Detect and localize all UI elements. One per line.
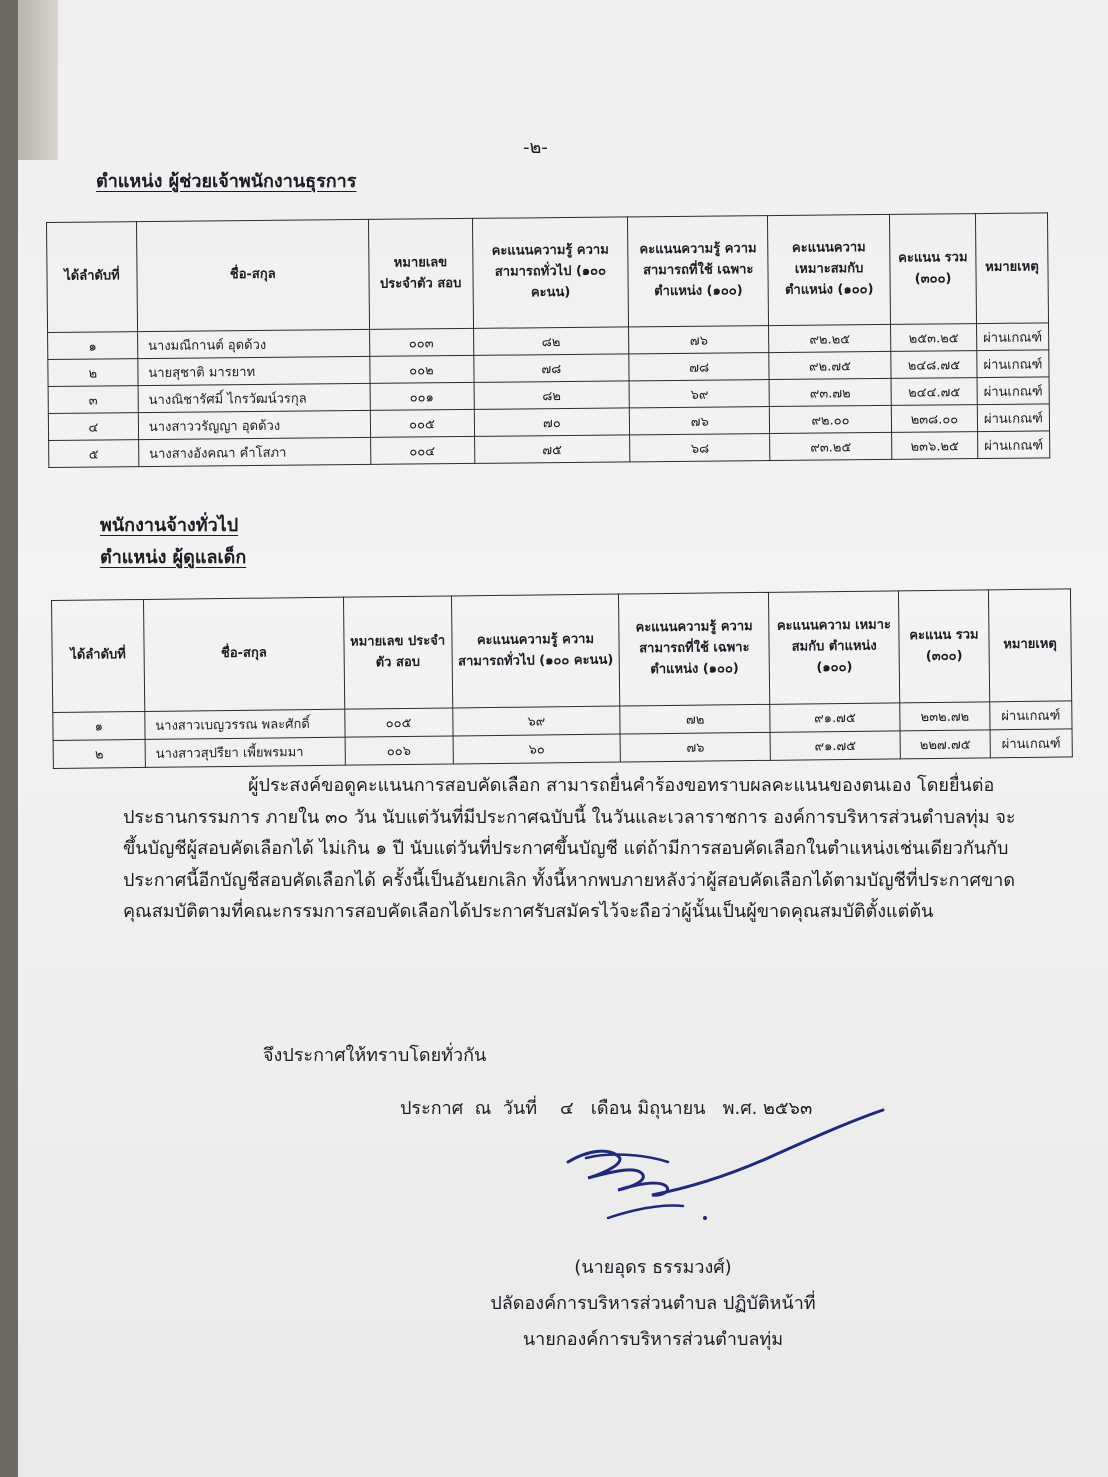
general-score-cell: ๗๐	[474, 408, 630, 436]
general-score-cell: ๗๕	[474, 435, 630, 463]
remark-cell: ผ่านเกณฑ์	[977, 377, 1049, 405]
total-score-cell: ๒๓๘.๐๐	[891, 405, 977, 433]
rank-cell: ๑	[53, 711, 145, 740]
suitability-score-cell: ๙๒.๐๐	[769, 405, 891, 433]
column-header: คะแนนความ เหมาะสมกับ ตำแหน่ง (๑๐๐)	[769, 591, 900, 704]
remark-cell: ผ่านเกณฑ์	[977, 323, 1049, 351]
column-header: หมายเหตุ	[988, 589, 1071, 702]
section1-heading: ตำแหน่ง ผู้ช่วยเจ้าพนักงานธุรการ	[96, 171, 357, 192]
suitability-score-cell: ๙๒.๒๕	[769, 324, 891, 352]
column-header: หมายเหตุ	[975, 213, 1048, 324]
signer-title-1: ปลัดองค์การบริหารส่วนตำบล ปฏิบัติหน้าที่	[490, 1293, 816, 1314]
rank-cell: ๓	[48, 386, 138, 414]
specific-score-cell: ๗๘	[629, 353, 769, 381]
exam-id-cell: ๐๐๓	[369, 328, 473, 356]
column-header: คะแนนความรู้ ความสามารถทั่วไป (๑๐๐ คะนน)	[472, 217, 629, 328]
name-cell: นางสาวสุปรียา เพี้ยพรมมา	[145, 737, 345, 767]
section2-heading: ตำแหน่ง ผู้ดูแลเด็ก	[100, 547, 247, 568]
exam-id-cell: ๐๐๕	[370, 409, 474, 437]
date-line: ประกาศ ณ วันที่ ๔ เดือน มิถุนายน พ.ศ. ๒๕๖๓	[400, 1098, 813, 1119]
suitability-score-cell: ๙๑.๗๕	[770, 703, 900, 732]
column-header: ชื่อ-สกุล	[136, 219, 369, 331]
total-score-cell: ๒๓๖.๒๕	[892, 432, 978, 460]
total-score-cell: ๒๔๘.๗๕	[891, 351, 977, 379]
general-score-cell: ๘๒	[474, 381, 630, 409]
signer-block	[473, 1250, 833, 1358]
rank-cell: ๒	[53, 739, 145, 768]
binder-edge	[18, 0, 58, 160]
specific-score-cell: ๗๖	[620, 732, 770, 762]
remark-cell: ผ่านเกณฑ์	[978, 431, 1050, 459]
name-cell: นางมณีกานต์ อุดด้วง	[137, 329, 369, 358]
signature-icon	[548, 1100, 888, 1230]
rank-cell: ๒	[48, 359, 138, 387]
suitability-score-cell: ๙๑.๗๕	[770, 731, 900, 760]
section2-group-heading: พนักงานจ้างทั่วไป	[100, 515, 239, 536]
specific-score-cell: ๖๘	[630, 434, 770, 462]
column-header: คะแนนความรู้ ความสามารถที่ใช้ เฉพาะตำแหน่ง (๑๐๐)	[619, 592, 770, 706]
exam-id-cell: ๐๐๒	[369, 355, 473, 383]
suitability-score-cell: ๙๓.๗๒	[769, 378, 891, 406]
column-header: คะแนนความรู้ ความสามารถที่ใช้ เฉพาะตำแหน่ง (๑๐๐)	[628, 216, 769, 327]
suitability-score-cell: ๙๒.๗๕	[769, 351, 891, 379]
column-header: ได้ลำดับที่	[47, 222, 138, 333]
scores-table-childcare	[51, 588, 1073, 769]
name-cell: นายสุชาติ มารยาท	[138, 356, 370, 385]
remark-cell: ผ่านเกณฑ์	[977, 350, 1049, 378]
column-header: หมายเลข ประจำตัว สอบ	[368, 218, 473, 329]
page-number: -๒-	[523, 137, 548, 158]
column-header: คะแนนความรู้ ความสามารถทั่วไป (๑๐๐ คะนน)	[451, 594, 620, 708]
general-score-cell: ๖๙	[452, 706, 620, 736]
general-score-cell: ๗๘	[473, 354, 629, 382]
exam-id-cell: ๐๐๖	[345, 736, 453, 765]
general-score-cell: ๖๐	[453, 734, 621, 764]
specific-score-cell: ๗๖	[629, 326, 769, 354]
specific-score-cell: ๗๖	[630, 407, 770, 435]
name-cell: นางสาวเบญวรรณ พละศักดิ์	[145, 709, 345, 739]
column-header: คะแนน รวม (๓๐๐)	[898, 590, 989, 703]
name-cell: นางสาววรัญญา อุดด้วง	[138, 410, 370, 439]
column-header: หมายเลข ประจำตัว สอบ	[343, 596, 452, 709]
signer-name: (นายอุดร ธรรมวงศ์)	[574, 1257, 732, 1278]
total-score-cell: ๒๒๗.๗๕	[900, 730, 990, 759]
remark-cell: ผ่านเกณฑ์	[990, 729, 1072, 758]
exam-id-cell: ๐๐๕	[344, 708, 452, 737]
name-cell: นางณิชารัศมิ์ ไกรวัฒน์วรกุล	[138, 383, 370, 412]
closing-line: จึงประกาศให้ทราบโดยทั่วกัน	[263, 1045, 487, 1066]
remark-cell: ผ่านเกณฑ์	[977, 404, 1049, 432]
announcement-paragraph	[123, 770, 1028, 928]
rank-cell: ๕	[49, 440, 139, 468]
exam-id-cell: ๐๐๑	[370, 382, 474, 410]
column-header: คะแนน รวม (๓๐๐)	[889, 214, 976, 325]
total-score-cell: ๒๔๔.๗๕	[891, 378, 977, 406]
column-header: คะแนนความ เหมาะสมกับ ตำแหน่ง (๑๐๐)	[768, 214, 891, 325]
column-header: ชื่อ-สกุล	[143, 597, 344, 711]
scores-table-clerk	[46, 212, 1050, 468]
total-score-cell: ๒๓๒.๗๒	[900, 702, 990, 731]
remark-cell: ผ่านเกณฑ์	[990, 701, 1072, 730]
name-cell: นางสางอังคณา คำโสภา	[138, 437, 370, 466]
total-score-cell: ๒๕๓.๒๕	[891, 324, 977, 352]
paragraph-text: ผู้ประสงค์ขอดูคะแนนการสอบคัดเลือก สามารถยื่นคำร้องขอทราบผลคะแนนของตนเอง โดยยื่นต่อประธานกรรมการ ภายใน ๓๐ วัน นับแต่วันที่มีประกาศฉบับนี้ ในวันและเวลาราชการ องค์การบริหารส่วนตำบลทุ่ม จะขึ้นบัญชีผู้สอบคัดเลือกได้ ไม่เกิน ๑ ปี นับแต่วันที่ประกาศขึ้นบัญชี แต่ถ้ามีการสอบคัดเลือกในตำแหน่งเช่นเดียวกันกับประกาศนี้อีกบัญชีสอบคัดเลือกได้ ครั้งนี้เป็นอันยกเลิก ทั้งนี้หากพบภายหลังว่าผู้สอบคัดเลือกได้ตามบัญชีที่ประกาศขาดคุณสมบัติตามที่คณะกรรมการสอบคัดเลือกได้ประกาศรับสมัครไว้จะถือว่าผู้นั้นเป็นผู้ขาดคุณสมบัติตั้งแต่ต้น	[123, 775, 1016, 922]
suitability-score-cell: ๙๓.๒๕	[770, 432, 892, 460]
rank-cell: ๑	[48, 332, 138, 360]
signer-title-2: นายกองค์การบริหารส่วนตำบลทุ่ม	[522, 1329, 784, 1350]
exam-id-cell: ๐๐๔	[370, 436, 474, 464]
specific-score-cell: ๖๙	[629, 380, 769, 408]
rank-cell: ๔	[48, 413, 138, 441]
specific-score-cell: ๗๒	[620, 704, 770, 734]
document-page	[18, 0, 1108, 1477]
general-score-cell: ๘๒	[473, 327, 629, 355]
column-header: ได้ลำดับที่	[52, 599, 145, 712]
